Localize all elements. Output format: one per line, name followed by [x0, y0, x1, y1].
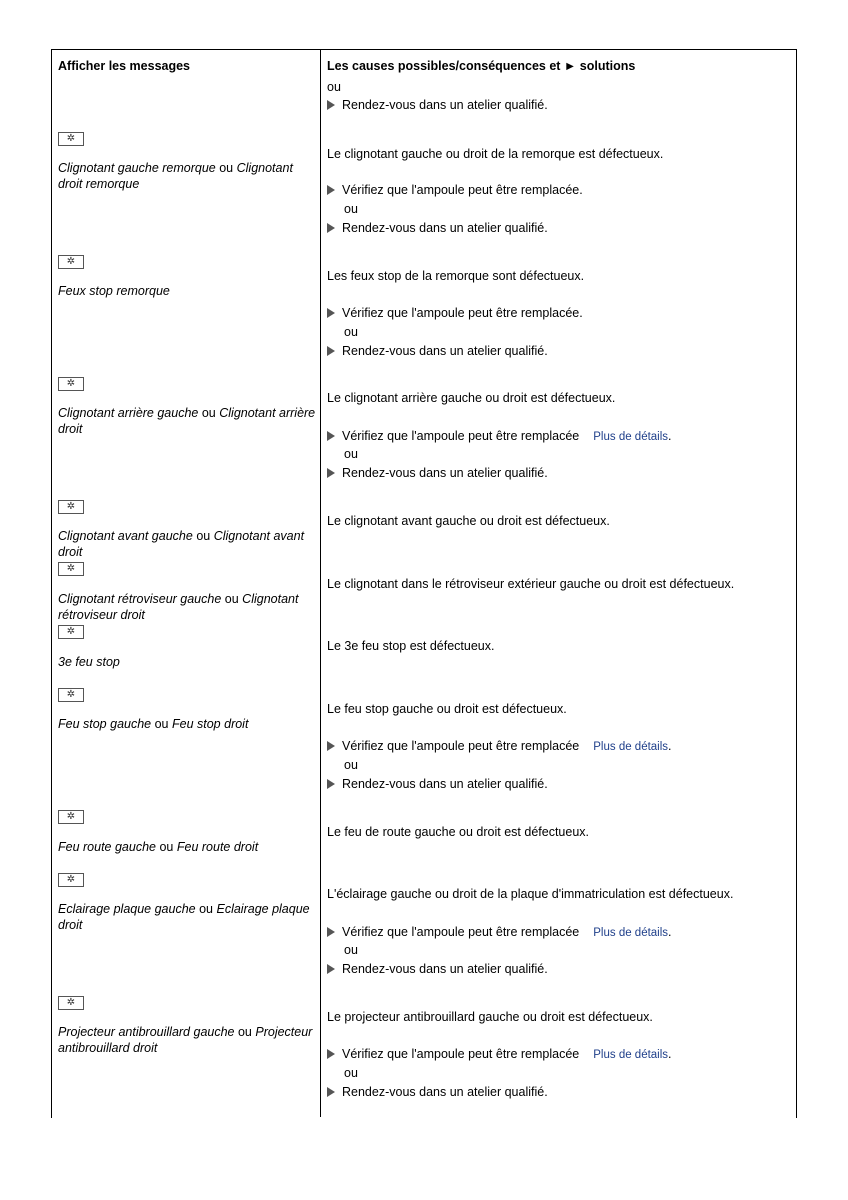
column-divider — [320, 49, 321, 1117]
arrow-icon — [327, 927, 335, 937]
solution-item: Vérifiez que l'ampoule peut être remplacée Plus de détails. — [327, 924, 672, 941]
cause-text: Le clignotant arrière gauche ou droit est défectueux. — [327, 391, 616, 405]
message-text: Feu stop gauche ou Feu stop droit — [58, 717, 249, 731]
solution-item: Rendez-vous dans un atelier qualifié. — [327, 961, 548, 977]
solution-item: Vérifiez que l'ampoule peut être remplacée Plus de détails. — [327, 738, 672, 755]
arrow-icon — [327, 223, 335, 233]
arrow-icon — [327, 431, 335, 441]
arrow-icon — [327, 185, 335, 195]
solution-item: Vérifiez que l'ampoule peut être remplacée Plus de détails. — [327, 428, 672, 445]
solution-item: Rendez-vous dans un atelier qualifié. — [327, 343, 548, 359]
arrow-icon — [327, 100, 335, 110]
cause-text: Les feux stop de la remorque sont défectueux. — [327, 269, 585, 283]
cause-text: Le 3e feu stop est défectueux. — [327, 639, 495, 653]
message-text: Clignotant arrière gauche ou Clignotant arrière droit — [58, 406, 316, 436]
or-text: ou — [344, 325, 358, 339]
bulb-warning-icon: ✲ — [58, 132, 84, 146]
arrow-icon — [327, 779, 335, 789]
message-text: 3e feu stop — [58, 655, 120, 669]
cause-text: Le projecteur antibrouillard gauche ou droit est défectueux. — [327, 1010, 653, 1024]
message-text: Feu route gauche ou Feu route droit — [58, 840, 259, 854]
message-text: Projecteur antibrouillard gauche ou Projecteur antibrouillard droit — [58, 1025, 313, 1055]
cause-text: Le clignotant gauche ou droit de la remorque est défectueux. — [327, 147, 664, 161]
bulb-warning-icon: ✲ — [58, 500, 84, 514]
or-text: ou — [327, 80, 341, 94]
details-link[interactable]: Plus de détails — [593, 1049, 669, 1061]
or-text: ou — [344, 1066, 358, 1080]
solution-item: Vérifiez que l'ampoule peut être remplacée. — [327, 182, 583, 198]
solution-item: Rendez-vous dans un atelier qualifié. — [327, 1084, 548, 1100]
bulb-warning-icon: ✲ — [58, 873, 84, 887]
or-text: ou — [344, 943, 358, 957]
or-text: ou — [344, 202, 358, 216]
column-header-messages: Afficher les messages — [58, 59, 191, 73]
arrow-icon — [327, 468, 335, 478]
solution-item: Vérifiez que l'ampoule peut être remplacée Plus de détails. — [327, 1046, 672, 1063]
details-link[interactable]: Plus de détails — [593, 927, 669, 939]
details-link[interactable]: Plus de détails — [593, 741, 669, 753]
arrow-icon — [327, 1087, 335, 1097]
cause-text: Le feu stop gauche ou droit est défectueux. — [327, 702, 567, 716]
or-text: ou — [344, 758, 358, 772]
bulb-warning-icon: ✲ — [58, 255, 84, 269]
arrow-icon — [327, 741, 335, 751]
bulb-warning-icon: ✲ — [58, 996, 84, 1010]
bulb-warning-icon: ✲ — [58, 688, 84, 702]
solution-item — [327, 97, 548, 113]
or-text: ou — [344, 447, 358, 461]
solution-item: Rendez-vous dans un atelier qualifié. — [327, 220, 548, 236]
arrow-icon — [327, 1049, 335, 1059]
message-text: Clignotant rétroviseur gauche ou Clignotant rétroviseur droit — [58, 592, 299, 622]
arrow-icon — [327, 346, 335, 356]
bulb-warning-icon: ✲ — [58, 377, 84, 391]
solution-item: Rendez-vous dans un atelier qualifié. — [327, 776, 548, 792]
solution-item: Rendez-vous dans un atelier qualifié. — [327, 465, 548, 481]
cause-text: Le clignotant dans le rétroviseur extérieur gauche ou droit est défectueux. — [327, 577, 735, 591]
arrow-icon — [327, 308, 335, 318]
bulb-warning-icon: ✲ — [58, 810, 84, 824]
column-header-causes: Les causes possibles/conséquences et ► solutions — [327, 59, 636, 73]
bulb-warning-icon: ✲ — [58, 562, 84, 576]
details-link[interactable]: Plus de détails — [593, 431, 669, 443]
solution-text: Rendez-vous dans un atelier qualifié. — [342, 98, 548, 112]
message-text: Clignotant gauche remorque ou Clignotant droit remorque — [58, 161, 293, 191]
message-text: Feux stop remorque — [58, 284, 170, 298]
cause-text: Le feu de route gauche ou droit est défectueux. — [327, 825, 589, 839]
arrow-icon — [327, 964, 335, 974]
solution-item: Vérifiez que l'ampoule peut être remplacée. — [327, 305, 583, 321]
cause-text: L'éclairage gauche ou droit de la plaque d'immatriculation est défectueux. — [327, 887, 734, 901]
bulb-warning-icon: ✲ — [58, 625, 84, 639]
cause-text: Le clignotant avant gauche ou droit est défectueux. — [327, 514, 610, 528]
message-text: Clignotant avant gauche ou Clignotant avant droit — [58, 529, 305, 559]
message-text: Eclairage plaque gauche ou Eclairage plaque droit — [58, 902, 310, 932]
